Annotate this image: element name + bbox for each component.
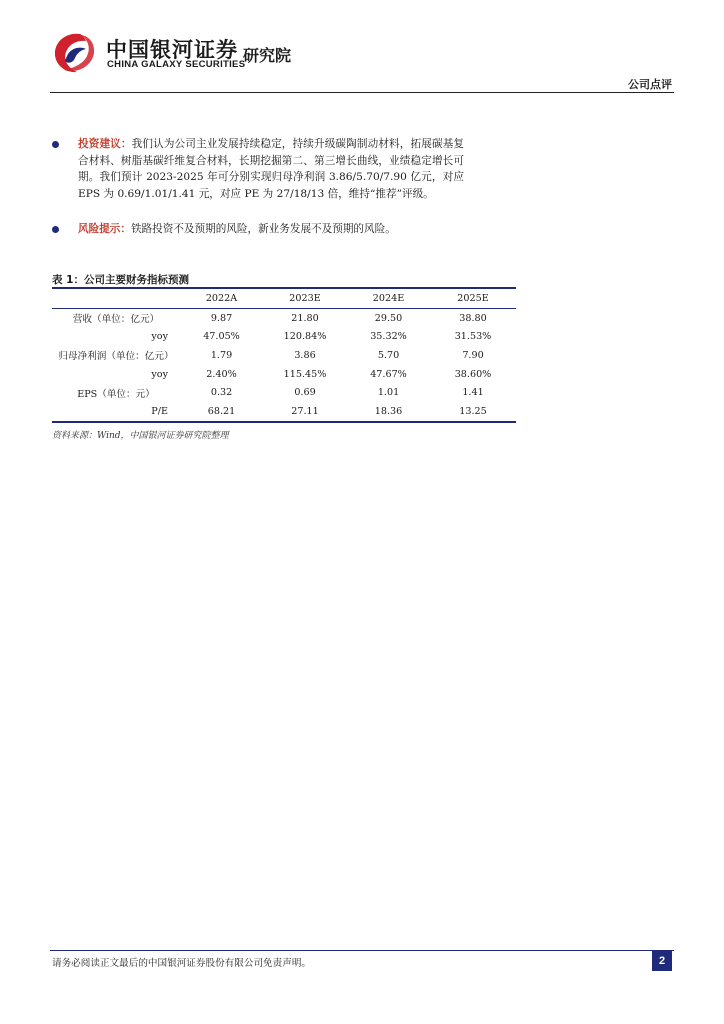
- row-label: P/E: [151, 405, 168, 417]
- financial-forecast-table: [52, 287, 516, 423]
- table-cell: 47.67%: [370, 368, 407, 380]
- table-cell: 1.41: [462, 387, 484, 399]
- table-row: [52, 383, 516, 402]
- footer-disclaimer: 请务必阅读正文最后的中国银河证券股份有限公司免责声明。: [52, 958, 312, 969]
- table-cell: 2.40%: [206, 368, 237, 380]
- table-cell: 9.87: [210, 312, 233, 324]
- table-cell: 7.90: [462, 349, 484, 361]
- table-cell: 13.25: [459, 405, 487, 417]
- table-cell: 27.11: [291, 405, 319, 417]
- bullet-dot-icon: [52, 226, 59, 233]
- table-header-row: [52, 288, 516, 308]
- bullet-text: [78, 136, 464, 202]
- table-cell: 18.36: [374, 405, 403, 417]
- table-cell: 1.79: [210, 349, 233, 361]
- table-cell: 29.50: [374, 312, 403, 324]
- row-label: yoy: [151, 368, 168, 380]
- table-cell: 35.32%: [370, 331, 407, 343]
- brand-name-cn: 中国银河证券: [106, 38, 238, 62]
- table-cell: 0.32: [210, 387, 233, 399]
- header-cell: 2024E: [372, 292, 405, 304]
- table-row: [52, 308, 516, 327]
- table-cell: 38.60%: [454, 368, 492, 380]
- bullet-body: 铁路投资不及预期的风险，新业务发展不及预期的风险。: [130, 223, 396, 235]
- table-cell: 31.53%: [454, 331, 492, 343]
- document-type: 公司点评: [628, 78, 672, 91]
- table-cell: 3.86: [294, 349, 316, 361]
- table-cell: 38.80: [459, 312, 487, 324]
- table-source-note: 资料来源：Wind，中国银河证券研究院整理: [52, 431, 229, 441]
- table-row: [52, 346, 516, 365]
- table-cell: 115.45%: [283, 368, 327, 380]
- header-divider: [50, 92, 674, 93]
- table-cell: 120.84%: [283, 331, 327, 343]
- table-cell: 21.80: [291, 312, 319, 324]
- row-label: 归母净利润（单位：亿元）: [58, 351, 174, 363]
- galaxy-logo-icon: [50, 30, 98, 76]
- page-number: 2: [652, 951, 672, 971]
- header-cell: [52, 288, 180, 308]
- footer-divider: [50, 950, 674, 951]
- table-cell: 5.70: [377, 349, 400, 361]
- table-row: [52, 365, 516, 384]
- table-cell: 1.01: [377, 387, 400, 399]
- brand-name-en: CHINA GALAXY SECURITIES: [107, 59, 246, 70]
- bullet-body: 我们认为公司主业发展持续稳定，持续升级碳陶制动材料，拓展碳基复合材料、树脂基碳纤维复合材料，长期挖掘第二、第三增长曲线，业绩稳定增长可期。我们预计 2023-2025 年可分别实现归母净利润 3.86/5.70/7.90 亿元，对应 EPS 为 0.69/1.01/1.41 元，对应 PE 为 27/18/13 倍，维持“推荐”评级。: [78, 138, 465, 200]
- risk-warning-bullet: [52, 221, 464, 238]
- table-row: [52, 402, 516, 422]
- table-cell: 0.69: [294, 387, 316, 399]
- table-cell: 68.21: [207, 405, 236, 417]
- header-cell: 2023E: [289, 292, 321, 304]
- bullet-label: 风险提示：: [78, 223, 131, 235]
- row-label: yoy: [151, 331, 168, 343]
- table-cell: 47.05%: [203, 331, 240, 343]
- header-cell: 2022A: [205, 292, 238, 304]
- row-label: EPS（单位：元）: [77, 388, 155, 400]
- institute-label: 研究院: [243, 46, 292, 65]
- header-cell: 2025E: [457, 292, 489, 304]
- table-title: 表 1：公司主要财务指标预测: [52, 274, 189, 286]
- row-label: 营收（单位：亿元）: [72, 314, 160, 326]
- investment-advice-bullet: [52, 136, 464, 202]
- table-row: [52, 327, 516, 346]
- bullet-dot-icon: [52, 141, 59, 148]
- bullet-label: 投资建议：: [78, 138, 132, 150]
- bullet-text: [78, 221, 464, 238]
